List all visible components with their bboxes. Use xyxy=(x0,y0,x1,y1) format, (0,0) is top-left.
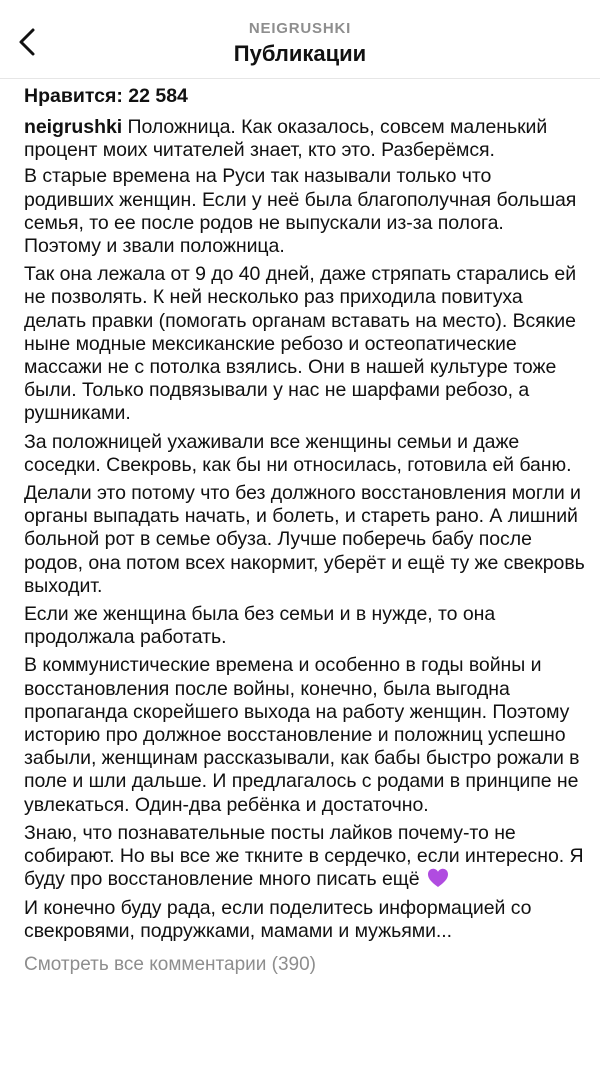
caption-paragraph: За положницей ухаживали все женщины семьи и даже соседки. Свекровь, как бы ни относилась, готовила ей баню. xyxy=(24,430,572,476)
likes-count[interactable]: Нравится: 22 584 xyxy=(24,85,188,107)
account-name: NEIGRUSHKI xyxy=(248,20,352,37)
caption-text: Знаю, что познавательные посты лайков почему-то не собирают. Но вы все же ткните в сердечко, если интересно. Я буду про восстановление много писать ещё xyxy=(24,821,584,891)
caption-paragraph: И конечно буду рада, если поделитесь информацией со свекровями, подружками, мамами и мужьями... xyxy=(24,896,532,942)
view-all-comments-link[interactable]: Смотреть все комментарии (390) xyxy=(24,953,317,975)
caption-paragraph: В коммунистические времена и особенно в годы войны и восстановления после войны, конечно, была выгодна пропаганда скорейшего выхода на работу женщин. Поэтому историю про должное восстановление и положниц успешно забыли, женщинам рассказывали, как бабы быстро рожали в поле и шли дальше. И предлагалось с родами в принципе не увлекаться. Один-два ребёнка и достаточно. xyxy=(24,654,580,816)
caption-text: Положница. Как оказалось, совсем маленький процент моих читателей знает, кто это. Разберёмся. xyxy=(24,116,548,162)
caption-paragraph xyxy=(24,822,586,892)
post-caption xyxy=(24,116,586,943)
purple-heart-icon xyxy=(427,868,449,888)
caption-paragraph: Так она лежала от 9 до 40 дней, даже стряпать старались ей не позволять. К ней несколько раз приходила повитуха делать правки (помогать органам вставать на место). Всякие ныне модные мексиканские ребозо и остеопатические массажи не с потолка взялись. Они в нашей культуре тоже были. Только подвязывали у нас не шарфами ребозо, а рушниками. xyxy=(24,263,577,425)
username-link[interactable]: neigrushki xyxy=(24,116,123,138)
post-details xyxy=(24,83,586,977)
caption-paragraph: В старые времена на Руси так называли только что родивших женщин. Если у неё была благополучная большая семья, то ее после родов не выпускали из-за полога. Поэтому и звали положница. xyxy=(24,165,577,258)
caption-paragraph: Если же женщина была без семьи и в нужде, то она продолжала работать. xyxy=(24,603,496,649)
caption-paragraph xyxy=(24,116,586,162)
caption-paragraph: Делали это потому что без должного восстановления могли и органы выпадать начать, и болеть, и стареть рано. А лишний больной рот в семье обуза. Лучше поберечь бабу после родов, она потом всех накормит, уберёт и ещё ту же свекровь выходит. xyxy=(24,482,585,597)
page-title: Публикации xyxy=(233,41,367,66)
top-navigation-bar xyxy=(0,0,600,79)
